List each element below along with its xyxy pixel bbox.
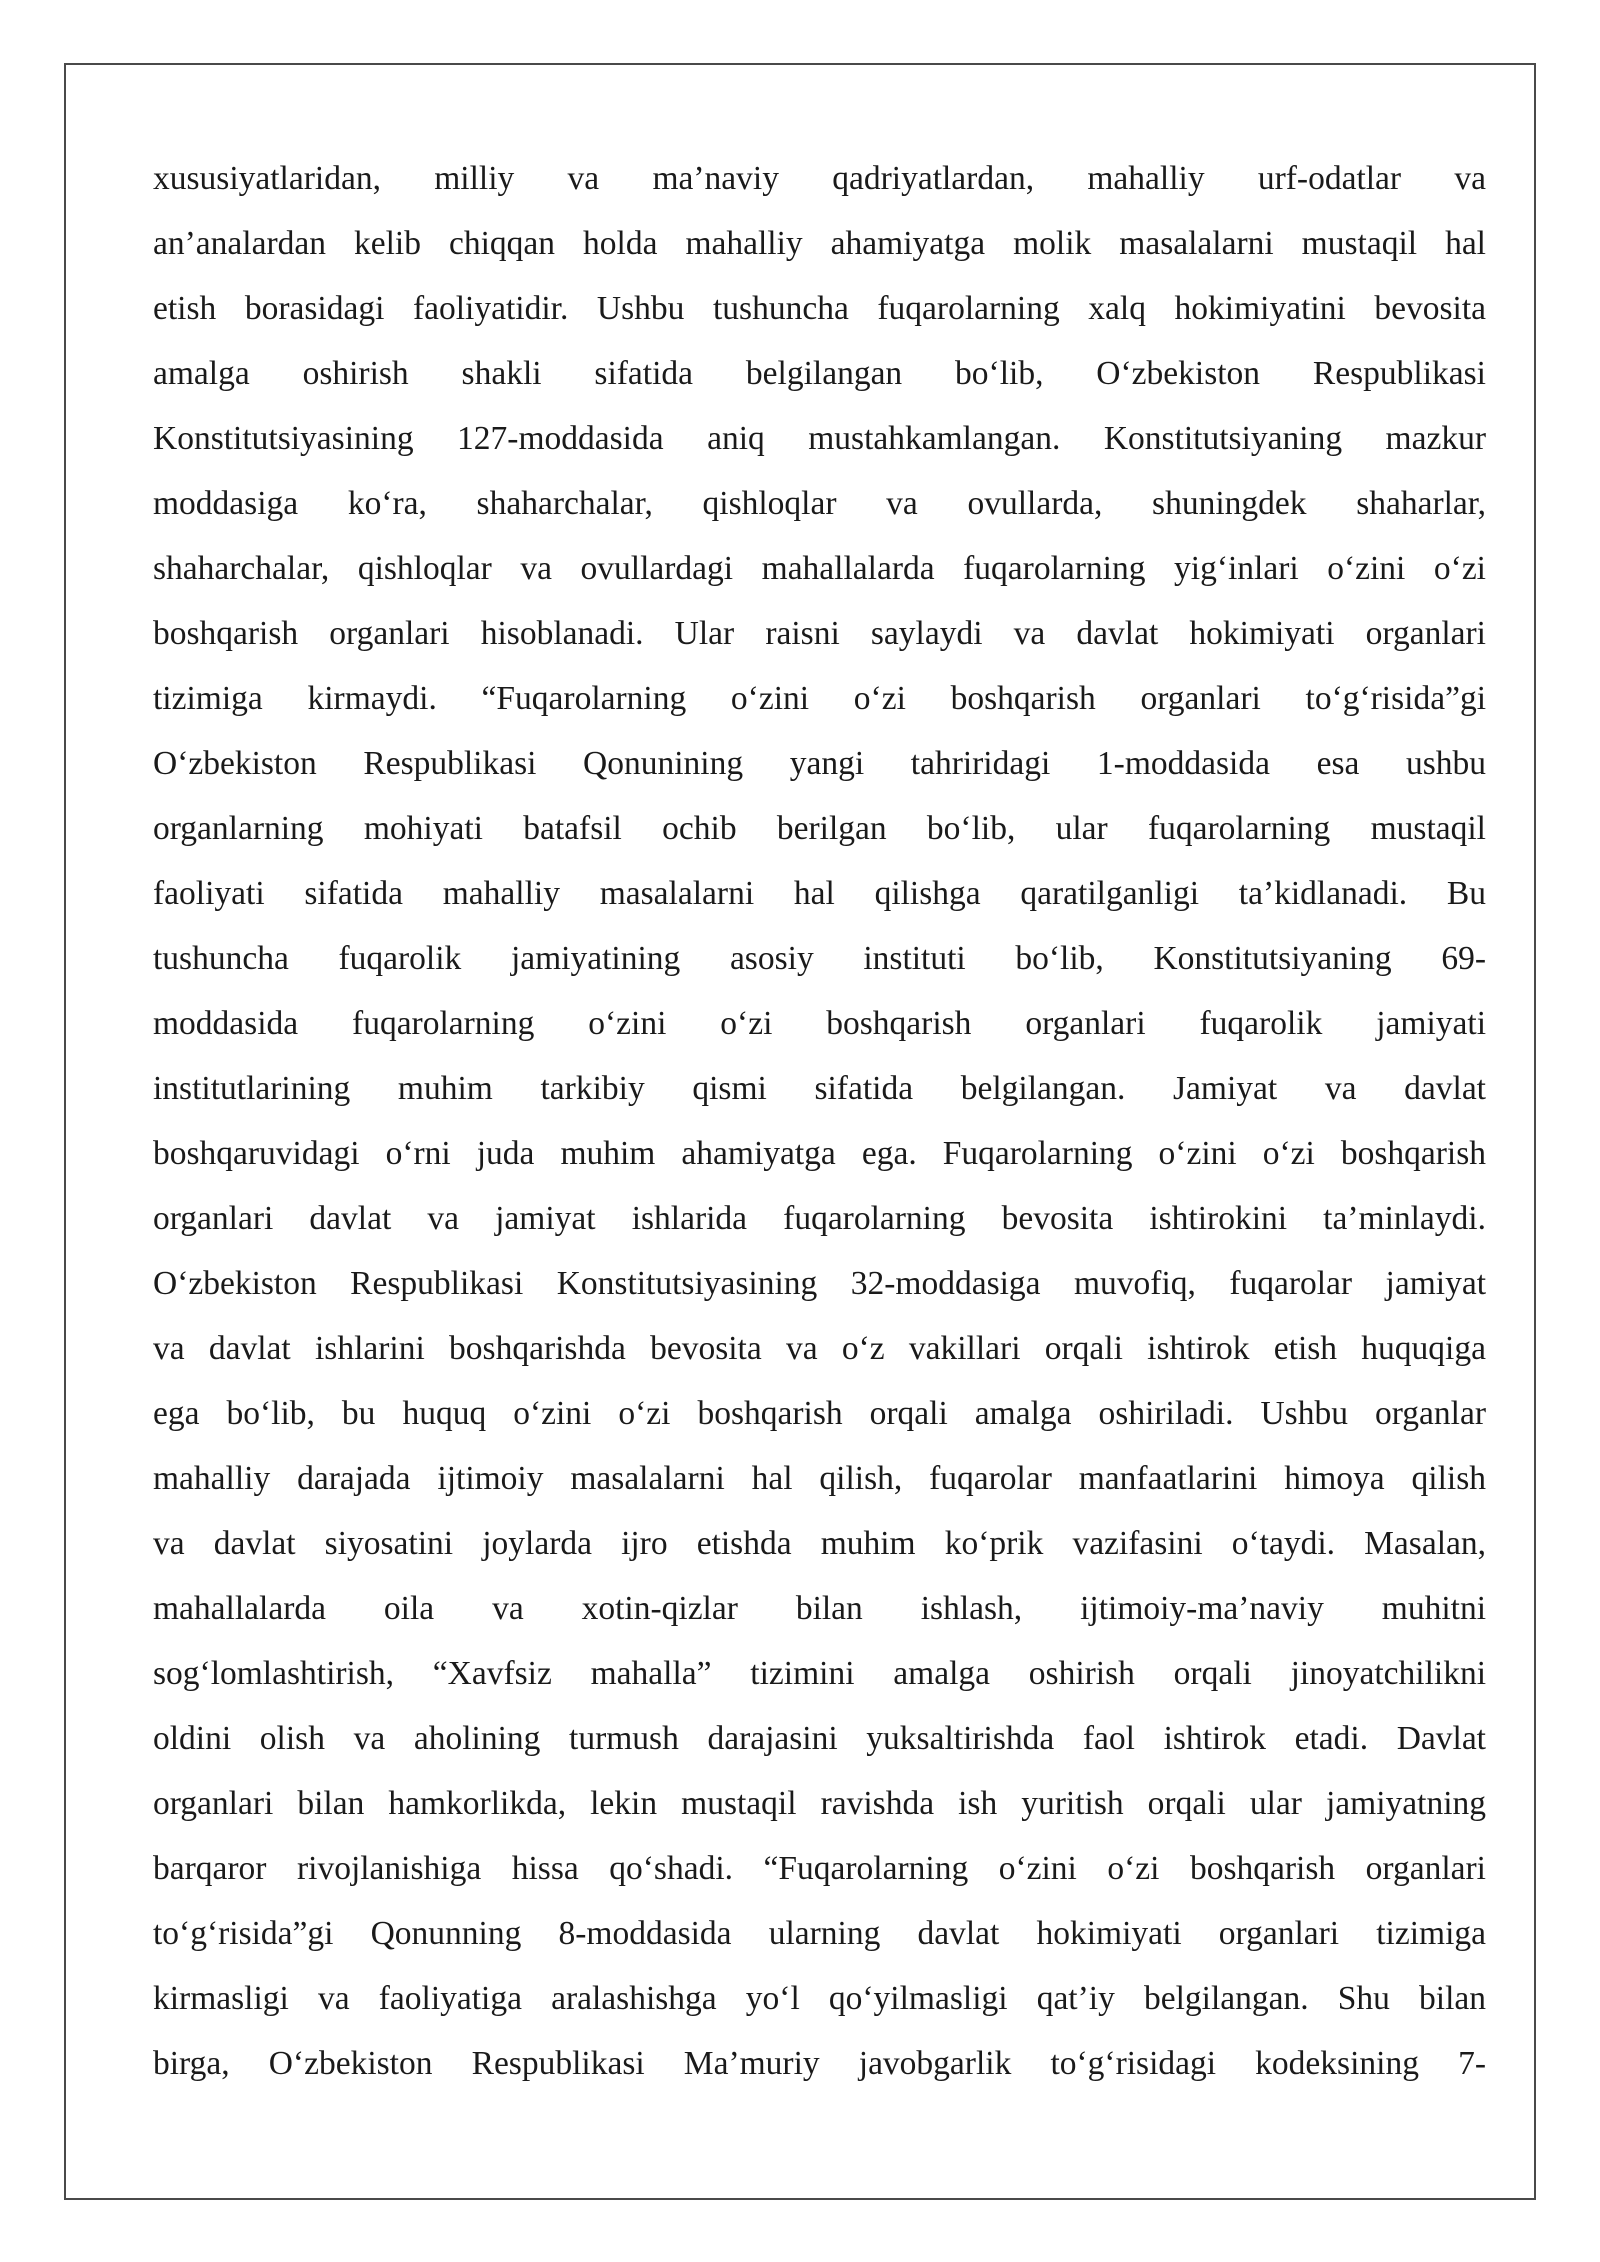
text-line: birga, O‘zbekiston Respublikasi Ma’muriy javobgarlik to‘g‘risidagi kodeksining 7- xyxy=(153,2045,1486,2082)
text-line: organlari bilan hamkorlikda, lekin mustaqil ravishda ish yuritish orqali ular jamiyatning xyxy=(153,1785,1486,1822)
text-line: boshqaruvidagi o‘rni juda muhim ahamiyatga ega. Fuqarolarning o‘zini o‘zi boshqarish xyxy=(153,1135,1486,1172)
text-line: moddasida fuqarolarning o‘zini o‘zi boshqarish organlari fuqarolik jamiyati xyxy=(153,1005,1486,1042)
text-line: O‘zbekiston Respublikasi Qonunining yangi tahriridagi 1-moddasida esa ushbu xyxy=(153,745,1486,782)
text-line: etish borasidagi faoliyatidir. Ushbu tushuncha fuqarolarning xalq hokimiyatini bevosita xyxy=(153,290,1486,327)
text-line: shaharchalar, qishloqlar va ovullardagi mahallalarda fuqarolarning yig‘inlari o‘zini o‘zi xyxy=(153,550,1486,587)
text-line: organlarning mohiyati batafsil ochib berilgan bo‘lib, ular fuqarolarning mustaqil xyxy=(153,810,1486,847)
text-line: va davlat ishlarini boshqarishda bevosita va o‘z vakillari orqali ishtirok etish huquqiga xyxy=(153,1330,1486,1367)
text-line: institutlarining muhim tarkibiy qismi sifatida belgilangan. Jamiyat va davlat xyxy=(153,1070,1486,1107)
text-line: amalga oshirish shakli sifatida belgilangan bo‘lib, O‘zbekiston Respublikasi xyxy=(153,355,1486,392)
text-line: moddasiga ko‘ra, shaharchalar, qishloqlar va ovullarda, shuningdek shaharlar, xyxy=(153,485,1486,522)
text-line: an’analardan kelib chiqqan holda mahalliy ahamiyatga molik masalalarni mustaqil hal xyxy=(153,225,1486,262)
text-line: O‘zbekiston Respublikasi Konstitutsiyasining 32-moddasiga muvofiq, fuqarolar jamiyat xyxy=(153,1265,1486,1302)
text-line: kirmasligi va faoliyatiga aralashishga yo‘l qo‘yilmasligi qat’iy belgilangan. Shu bilan xyxy=(153,1980,1486,2017)
text-line: sog‘lomlashtirish, “Xavfsiz mahalla” tizimini amalga oshirish orqali jinoyatchilikni xyxy=(153,1655,1486,1692)
text-line: faoliyati sifatida mahalliy masalalarni hal qilishga qaratilganligi ta’kidlanadi. Bu xyxy=(153,875,1486,912)
text-line: ega bo‘lib, bu huquq o‘zini o‘zi boshqarish orqali amalga oshiriladi. Ushbu organlar xyxy=(153,1395,1486,1432)
text-line: oldini olish va aholining turmush darajasini yuksaltirishda faol ishtirok etadi. Davlat xyxy=(153,1720,1486,1757)
text-line: xususiyatlaridan, milliy va ma’naviy qadriyatlardan, mahalliy urf-odatlar va xyxy=(153,160,1486,197)
text-line: to‘g‘risida”gi Qonunning 8-moddasida ularning davlat hokimiyati organlari tizimiga xyxy=(153,1915,1486,1952)
text-line: tizimiga kirmaydi. “Fuqarolarning o‘zini o‘zi boshqarish organlari to‘g‘risida”gi xyxy=(153,680,1486,717)
body-text xyxy=(153,146,1486,2096)
text-line: barqaror rivojlanishiga hissa qo‘shadi. “Fuqarolarning o‘zini o‘zi boshqarish organlari xyxy=(153,1850,1486,1887)
text-line: Konstitutsiyasining 127-moddasida aniq mustahkamlangan. Konstitutsiyaning mazkur xyxy=(153,420,1486,457)
text-line: tushuncha fuqarolik jamiyatining asosiy instituti bo‘lib, Konstitutsiyaning 69- xyxy=(153,940,1486,977)
text-line: va davlat siyosatini joylarda ijro etishda muhim ko‘prik vazifasini o‘taydi. Masalan, xyxy=(153,1525,1486,1562)
text-line: mahallalarda oila va xotin-qizlar bilan ishlash, ijtimoiy-ma’naviy muhitni xyxy=(153,1590,1486,1627)
text-line: mahalliy darajada ijtimoiy masalalarni hal qilish, fuqarolar manfaatlarini himoya qilish xyxy=(153,1460,1486,1497)
text-line: organlari davlat va jamiyat ishlarida fuqarolarning bevosita ishtirokini ta’minlaydi. xyxy=(153,1200,1486,1237)
text-line: boshqarish organlari hisoblanadi. Ular raisni saylaydi va davlat hokimiyati organlari xyxy=(153,615,1486,652)
